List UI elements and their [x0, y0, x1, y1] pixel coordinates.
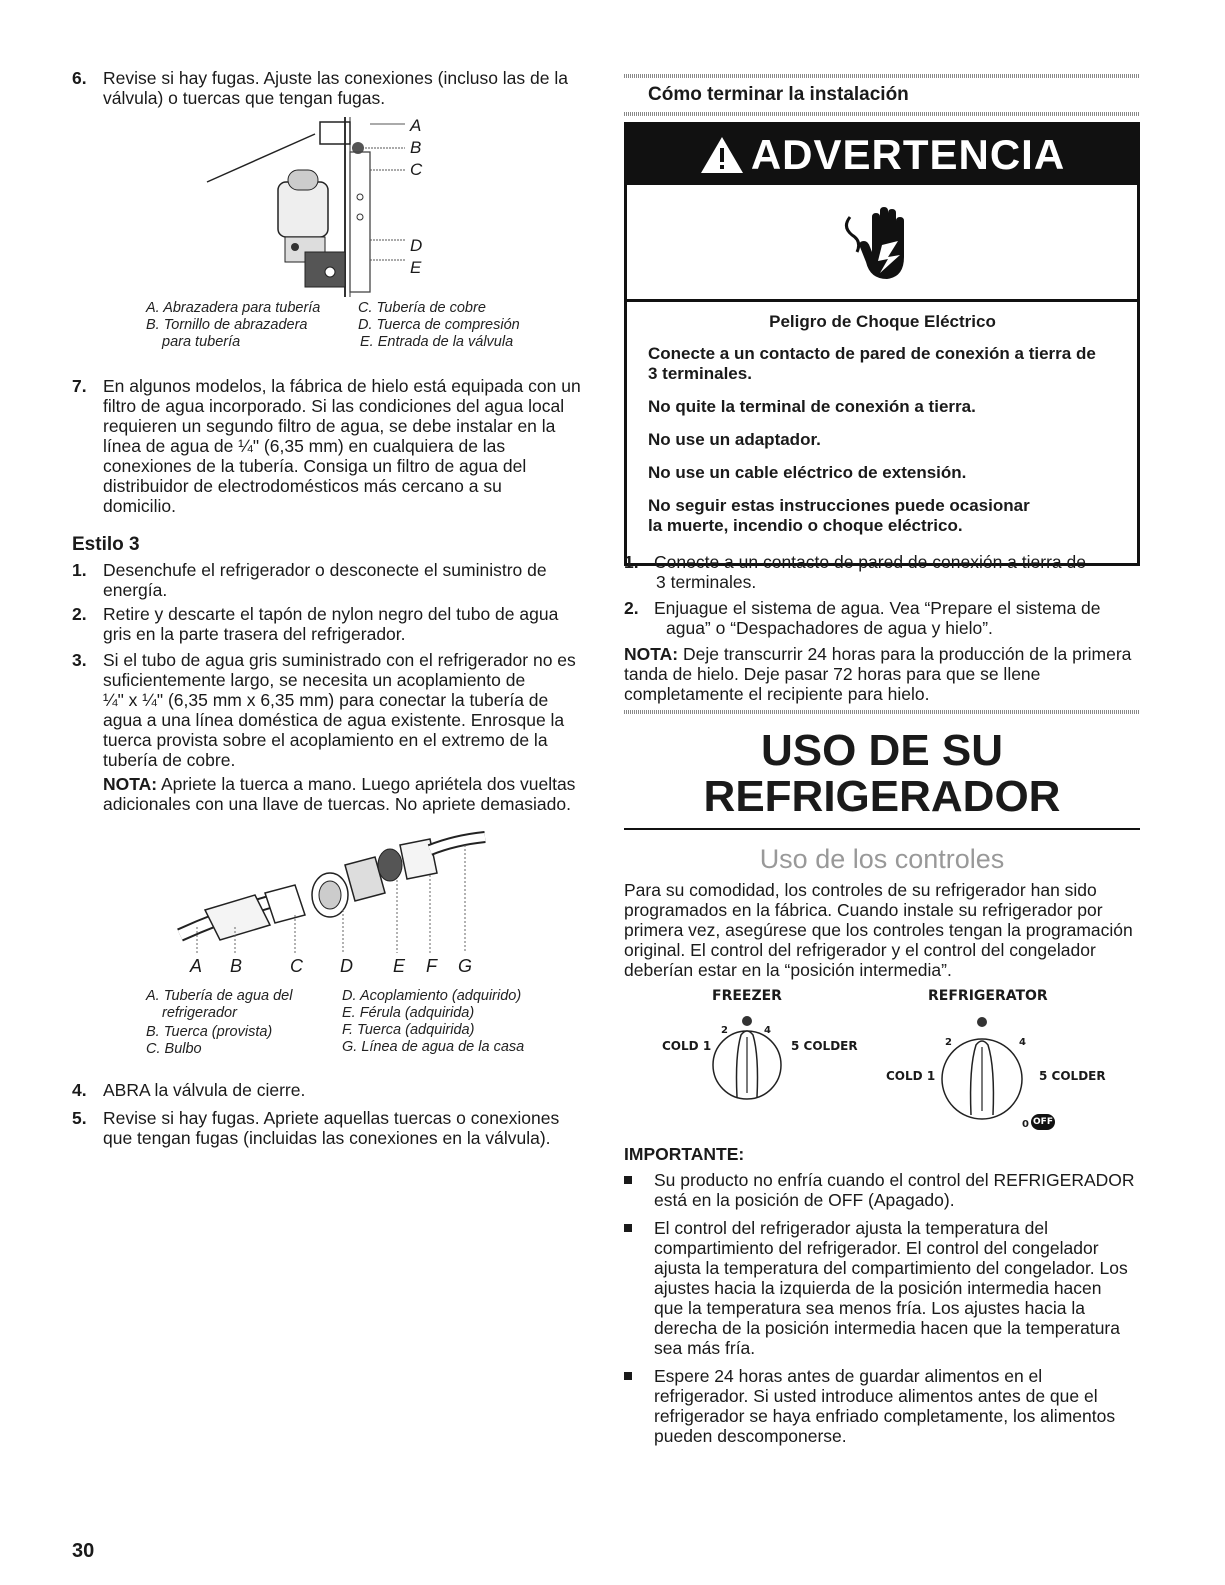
nota-2-text: Deje transcurrir 24 horas para la producción de la primera	[678, 644, 1132, 664]
warning-box	[624, 122, 1140, 566]
bullet-2-line: El control del refrigerador ajusta la temperatura del	[654, 1218, 1048, 1238]
fig2-letter-g: G	[458, 956, 473, 976]
style3-step-2-line: gris en la parte trasera del refrigerador.	[103, 624, 406, 644]
right-step-1-line: Conecte a un contacto de pared de conexión a tierra de	[654, 552, 1086, 572]
warning-triangle-icon	[699, 135, 745, 175]
nota-2-text-3: completamente el recipiente para hielo.	[624, 684, 930, 704]
bullet-3-line: refrigerador se haya enfriado completamente, los alimentos	[654, 1406, 1116, 1426]
controls-text-line: programados en la fábrica. Cuando instale su refrigerador por	[624, 900, 1103, 920]
right-step-2-number: 2.	[624, 598, 639, 618]
fig1-letter-c: C	[410, 160, 423, 179]
step-7-line: requieren un segundo filtro de agua, se debe instalar en la	[103, 416, 556, 436]
bullet-square	[624, 1176, 632, 1184]
warning-title: ADVERTENCIA	[750, 131, 1066, 178]
electric-shock-icon	[842, 197, 922, 287]
nota-1-label: NOTA:	[103, 774, 158, 794]
big-title-line-1: USO DE SU	[760, 726, 1004, 775]
fig2-caption-a-cont: refrigerador	[162, 1005, 237, 1021]
warning-line: No use un adaptador.	[648, 430, 821, 449]
style3-step-1-number: 1.	[72, 560, 87, 580]
fig2-caption-e: E. Férula (adquirida)	[342, 1005, 475, 1021]
style3-step-3-line: suficientemente largo, se necesita un acoplamiento de	[103, 670, 526, 690]
step-7-line: distribuidor de electrodomésticos más cercano a su	[103, 476, 502, 496]
section-divider	[624, 112, 1140, 116]
bullet-square	[624, 1372, 632, 1380]
bullet-3-line: pueden descomponerse.	[654, 1426, 847, 1446]
controls-heading: Uso de los controles	[759, 844, 1005, 874]
step-4-text: ABRA la válvula de cierre.	[103, 1080, 306, 1100]
title-rule	[624, 828, 1140, 830]
refrigerator-dial[interactable]	[940, 1015, 1024, 1125]
controls-text-line: Para su comodidad, los controles de su refrigerador han sido	[624, 880, 1097, 900]
style3-step-3-number: 3.	[72, 650, 87, 670]
fig1-caption-a: A. Abrazadera para tubería	[146, 300, 321, 316]
step-4-number: 4.	[72, 1080, 87, 1100]
controls-text-line: original. El control del refrigerador y el control del congelador	[624, 940, 1096, 960]
fig1-letter-d: D	[410, 236, 423, 255]
refrigerator-cold-label: COLD	[886, 1069, 923, 1083]
fig2-letter-b: B	[230, 956, 243, 976]
freezer-dial-1: 1	[702, 1039, 712, 1053]
step-6-line-2: válvula) o tuercas que tengan fugas.	[103, 88, 386, 108]
section-heading: Cómo terminar la instalación	[648, 84, 909, 105]
fig1-caption-e: E. Entrada de la válvula	[360, 334, 514, 350]
bullet-2-line: que la temperatura sea menos fría. Los ajustes hacia la	[654, 1298, 1085, 1318]
warning-line: No seguir estas instrucciones puede ocasionar	[648, 496, 1030, 515]
big-title-line-2: REFRIGERADOR	[703, 772, 1061, 821]
refrigerator-off-badge: OFF	[1031, 1114, 1055, 1130]
page-number: 30	[72, 1540, 95, 1562]
bullet-3-line: refrigerador. Si usted introduce alimentos antes de que el	[654, 1386, 1098, 1406]
right-step-1-line: 3 terminales.	[656, 572, 757, 592]
step-7-line: filtro de agua incorporado. Si las condiciones del agua local	[103, 396, 565, 416]
bullet-2-line: ajusta la temperatura del compartimiento del congelador. Los	[654, 1258, 1128, 1278]
nota-1-text: Apriete la tuerca a mano. Luego apriétela dos vueltas	[157, 774, 576, 794]
nota-2-text-2: tanda de hielo. Deje pasar 72 horas para que se llene	[624, 664, 1041, 684]
fig2-letter-a: A	[190, 956, 203, 976]
controls-text-line: deberían estar en la “posición intermedia”.	[624, 960, 952, 980]
step-5-line: que tengan fugas (incluidas las conexiones en la válvula).	[103, 1128, 551, 1148]
step-7-number: 7.	[72, 376, 87, 396]
fig1-letter-b: B	[410, 138, 422, 157]
fig2-caption-d: D. Acoplamiento (adquirido)	[342, 988, 522, 1004]
section-divider	[624, 74, 1140, 78]
step-7-line: domicilio.	[103, 496, 176, 516]
warning-subtitle: Peligro de Choque Eléctrico	[769, 312, 996, 331]
style3-step-3-line: tubería de cobre.	[103, 750, 236, 770]
freezer-dial-4: 4	[764, 1025, 771, 1036]
warning-line: Conecte a un contacto de pared de conexión a tierra de	[648, 344, 1096, 363]
fig1-caption-b-cont: para tubería	[162, 334, 241, 350]
fig2-letter-e: E	[393, 956, 406, 976]
warning-line: 3 terminales.	[648, 364, 752, 383]
fig1-letter-a: A	[410, 116, 422, 135]
style3-step-2-line: Retire y descarte el tapón de nylon negro del tubo de agua	[103, 604, 559, 624]
freezer-cold-label: COLD	[662, 1039, 699, 1053]
fig2-letter-c: C	[290, 956, 303, 976]
freezer-colder-label: COLDER	[803, 1039, 858, 1053]
step-7-line: En algunos modelos, la fábrica de hielo está equipada con un	[103, 376, 581, 396]
style3-step-3-line: Si el tubo de agua gris suministrado con el refrigerador no es	[103, 650, 576, 670]
right-step-2-line: Enjuague el sistema de agua. Vea “Prepare el sistema de	[654, 598, 1101, 618]
refrigerator-colder-label: COLDER	[1051, 1069, 1106, 1083]
fig2-letter-d: D	[340, 956, 353, 976]
freezer-dial-2: 2	[721, 1025, 728, 1036]
importante-heading: IMPORTANTE:	[624, 1144, 745, 1164]
style3-step-1-line: Desenchufe el refrigerador o desconecte el suministro de	[103, 560, 547, 580]
step-6-line-1: Revise si hay fugas. Ajuste las conexiones (incluso las de la	[103, 68, 568, 88]
fig2-caption-g: G. Línea de agua de la casa	[342, 1039, 525, 1055]
fig2-caption-b: B. Tuerca (provista)	[146, 1024, 273, 1040]
freezer-dial[interactable]	[702, 1015, 789, 1101]
step-7-line: conexiones de la tubería. Consiga un filtro de agua del	[103, 456, 527, 476]
refrigerator-dial-4: 4	[1019, 1037, 1026, 1048]
style3-step-1-line: energía.	[103, 580, 168, 600]
fig2-caption-f: F. Tuerca (adquirida)	[342, 1022, 475, 1038]
coupling-diagram	[175, 815, 495, 955]
estilo-3-heading: Estilo 3	[72, 534, 140, 555]
freezer-dial-5: 5	[791, 1039, 800, 1053]
refrigerator-dial-1: 1	[926, 1069, 936, 1083]
bullet-2-line: ajustes hacia la izquierda de la posición intermedia hacen	[654, 1278, 1102, 1298]
fig1-caption-d: D. Tuerca de compresión	[358, 317, 520, 333]
controls-text-line: primera vez, asegúrese que los controles tengan la programación	[624, 920, 1133, 940]
warning-banner	[627, 125, 1137, 185]
style3-step-3-line: ¼" x ¼" (6,35 mm x 6,35 mm) para conectar la tubería de	[103, 690, 549, 710]
bullet-1-line: está en la posición de OFF (Apagado).	[654, 1190, 955, 1210]
bullet-2-line: sea más fría.	[654, 1338, 756, 1358]
fig2-letter-f: F	[426, 956, 437, 976]
step-5-line: Revise si hay fugas. Apriete aquellas tuercas o conexiones	[103, 1108, 560, 1128]
warning-icon-area	[627, 185, 1137, 302]
style3-step-3-line: agua a una línea doméstica de agua existente. Enrosque la	[103, 710, 565, 730]
freezer-title: FREEZER	[712, 988, 782, 1004]
fig2-caption-a: A. Tubería de agua del	[146, 988, 293, 1004]
warning-line: No quite la terminal de conexión a tierra.	[648, 397, 976, 416]
nota-1-text-2: adicionales con una llave de tuercas. No apriete demasiado.	[103, 794, 571, 814]
right-step-1-number: 1.	[624, 552, 639, 572]
style3-step-3-line: tuerca provista sobre el acoplamiento en el extremo de la	[103, 730, 548, 750]
fig2-caption-c: C. Bulbo	[146, 1041, 202, 1057]
nota-2-label: NOTA:	[624, 644, 679, 664]
step-6-number: 6.	[72, 68, 87, 88]
step-5-number: 5.	[72, 1108, 87, 1128]
bullet-square	[624, 1224, 632, 1232]
fig1-caption-c: C. Tubería de cobre	[358, 300, 486, 316]
bullet-3-line: Espere 24 horas antes de guardar alimentos en el	[654, 1366, 1043, 1386]
bullet-2-line: compartimiento del refrigerador. El control del congelador	[654, 1238, 1099, 1258]
refrigerator-dial-2: 2	[945, 1037, 952, 1048]
style3-step-2-number: 2.	[72, 604, 87, 624]
fig1-caption-b: B. Tornillo de abrazadera	[146, 317, 308, 333]
refrigerator-dial-5: 5	[1039, 1069, 1048, 1083]
fig1-letter-e: E	[410, 258, 422, 277]
bullet-1-line: Su producto no enfría cuando el control del REFRIGERADOR	[654, 1170, 1135, 1190]
section-divider	[624, 710, 1140, 714]
warning-line: la muerte, incendio o choque eléctrico.	[648, 516, 963, 535]
refrigerator-dial-0: 0	[1022, 1119, 1029, 1130]
warning-line: No use un cable eléctrico de extensión.	[648, 463, 967, 482]
right-step-2-line: agua” o “Despachadores de agua y hielo”.	[666, 618, 993, 638]
bullet-2-line: derecha de la posición intermedia hacen que la temperatura	[654, 1318, 1120, 1338]
step-7-line: línea de agua de ¼" (6,35 mm) en cualquiera de las	[103, 436, 506, 456]
refrigerator-title: REFRIGERATOR	[928, 988, 1048, 1004]
